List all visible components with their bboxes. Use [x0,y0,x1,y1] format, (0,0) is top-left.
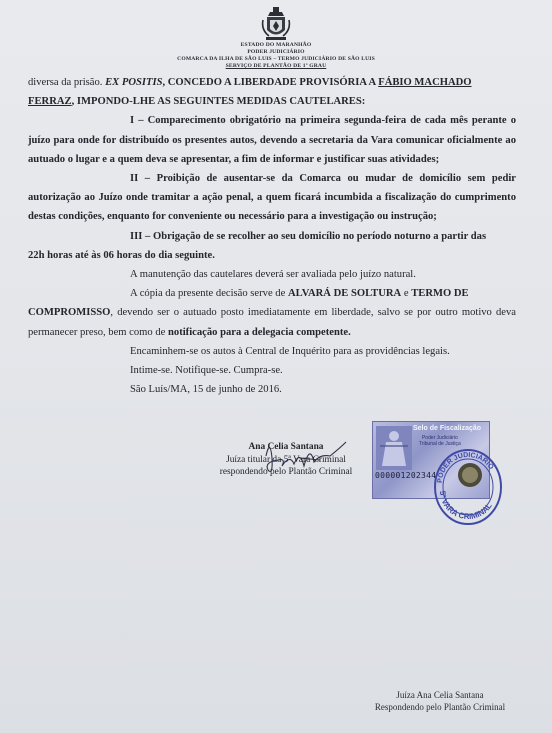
header-service: SERVIÇO DE PLANTÃO DE 1º GRAU [225,63,327,69]
stamp-sub-line: Poder Judiciário [421,435,458,441]
signer-role-2: respondendo pelo Plantão Criminal [219,467,353,478]
footer-signature [360,689,520,714]
measure-1: I – Comparecimento obrigatório na primeira segunda-feira de cada mês perante o juízo para onde for distribuído os presentes autos, devendo a secretaria da Vara comunicar oficialmente ao autuado o lugar e a quem deva se apresentar, a fim de informar e justificar suas atividades; [28,115,516,165]
text-run: A cópia da presente decisão serve de [130,288,288,300]
coat-of-arms-icon [261,6,291,42]
text-ex-positis: EX POSITIS [105,77,163,88]
header-state: ESTADO DO MARANHÃO [240,42,312,48]
paragraph-maintenance: A manutenção das cautelares deverá ser avaliada pelo juízo natural. [130,269,416,281]
court-round-seal [430,447,506,529]
stamp-subtitle [419,436,461,447]
header-district: COMARCA DA ILHA DE SÃO LUIS – TERMO JUDICIÁRIO DE SÃO LUIS [177,56,375,62]
measure-3-line2: 22h horas até às 06 horas do dia seguinte. [28,249,215,261]
text-run: e [401,288,412,300]
signature-block [196,441,376,479]
svg-text:5ª VARA CRIMINAL [438,490,494,521]
text-run-bold: , CONCEDO A LIBERDADE PROVISÓRIA A [162,77,379,88]
footer-role: Respondendo pelo Plantão Criminal [374,702,506,713]
text-name-part1: FÁBIO MACHADO [378,77,472,88]
measure-3 [28,227,516,265]
header-branch: PODER JUDICIÁRIO [247,49,305,55]
stamp-title: Selo de Fiscalização [413,425,482,432]
signer-name: Ana Celia Santana [248,442,324,452]
text-run: diversa da prisão. [28,77,106,88]
text-run: , devendo ser o autuado posto imediatamente em liberdade, salvo se por outro motivo deva permanecer preso, bem como de [28,307,516,338]
text-termo: TERMO DE [411,288,469,300]
footer-name: Juíza Ana Celia Santana [396,690,484,700]
letterhead [0,6,552,70]
stamp-sub-line: Tribunal de Justiça [419,440,461,447]
text-compromisso: COMPROMISSO [28,307,111,319]
stamp-number: 000001202344 [375,471,437,480]
seal-top-text: PODER JUDICIÁRIO [436,451,495,484]
text-run-bold: , IMPONDO-LHE AS SEGUINTES MEDIDAS CAUTELARES: [71,96,366,108]
paragraph-notify: Intime-se. Notifique-se. Cumpra-se. [130,365,283,377]
seal-text: 5ª VARA CRIMINAL [437,490,494,522]
document-body [28,73,516,399]
stamp-figure-icon [376,426,412,470]
paragraph-date: São Luís/MA, 15 de junho de 2016. [130,384,282,396]
measure-2: II – Proibição de ausentar-se da Comarca ou mudar de domicílio sem pedir autorização ao Juízo onde tramitar a ação penal, a quem ficará incumbida a fiscalização do cumprimento destas condições, enquanto for conveniente ou necessário para a investigação ou instrução; [28,173,516,223]
paragraph-forward: Encaminhem-se os autos à Central de Inquérito para as providências legais. [130,345,450,357]
measure-3-line1: III – Obrigação de se recolher ao seu domicílio no período noturno a partir das [130,230,487,242]
paragraph-decision [28,73,516,111]
text-name-part2: FERRAZ [28,96,72,108]
signer-role: Juíza titular da 5ª Vara Criminal [226,454,346,465]
text-notificacao: notificação para a delegacia competente. [168,326,351,338]
paragraph-copy [28,284,516,342]
text-alvara: ALVARÁ DE SOLTURA [287,288,402,300]
